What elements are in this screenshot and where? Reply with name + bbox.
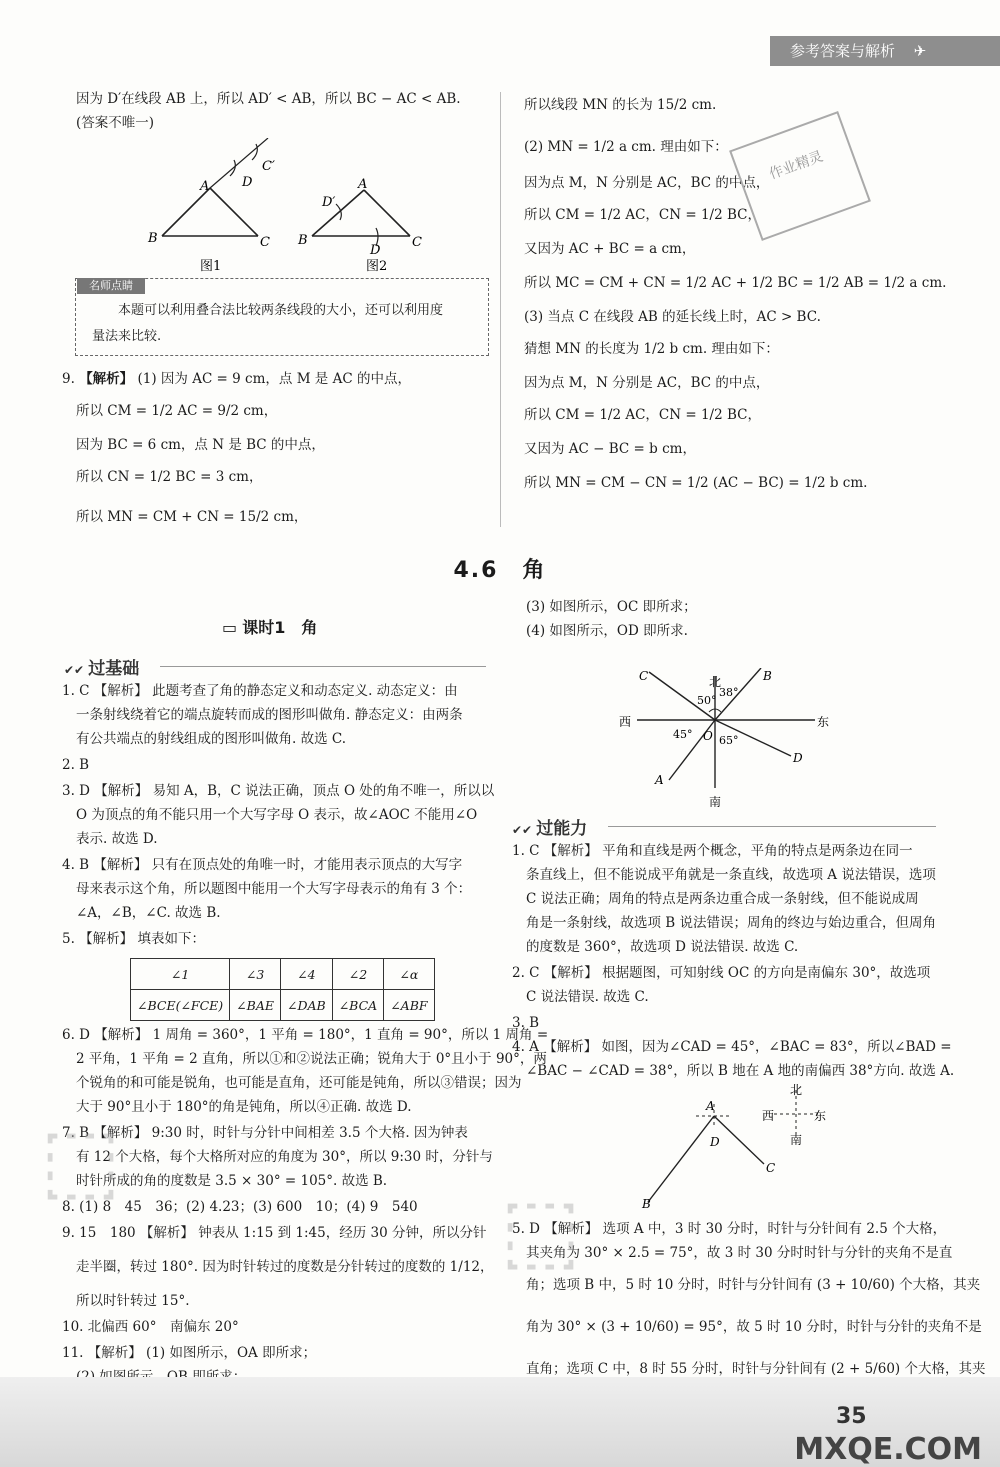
band-ability [512,814,587,839]
label-c: C [639,669,649,683]
label-o: O [703,729,713,743]
label-south: 南 [790,1133,803,1147]
band-ability-label: 过能力 [536,819,588,839]
label-south: 南 [709,795,722,809]
header-bar [770,36,1000,66]
triangle-figures [130,138,440,278]
tip-text: 量法来比较. [92,329,162,344]
text-line: 所以 CM = 1/2 AC = 9/2 cm， [76,403,278,419]
arc-mark [252,144,257,160]
text-line: C 说法正确；周角的特点是两条边重合成一条射线，但不能说成周 [526,891,919,907]
label-east: 东 [817,715,830,729]
text-line: 又因为 AC − BC = b cm， [524,441,696,457]
lesson-title [222,615,317,638]
table-row [131,959,435,990]
text-line: 表示. 故选 D. [76,831,158,847]
text-line: 母来表示这个角，所以题图中能用一个大写字母表示的角有 3 个： [76,881,472,897]
text-line: 猜想 MN 的长度为 1/2 b cm. 理由如下： [524,341,779,357]
text-line: 所以 MN = CM − CN = 1/2 (AC − BC) = 1/2 b cm. [524,475,868,491]
segment-ac [714,1116,764,1164]
label-c: C [412,235,422,250]
q-number: 9. [62,371,75,387]
site-watermark: MXQE.COM [794,1432,982,1467]
table-cell: ∠BCE(∠FCE) [131,990,230,1021]
segment-ab [648,1116,714,1202]
table-header-cell: ∠2 [332,959,383,990]
text-line: 3. B [512,1015,540,1031]
band-divider [608,826,936,827]
table-cell: ∠DAB [280,990,332,1021]
label-d: D [242,175,253,190]
label-north: 北 [790,1083,803,1097]
table-cell: ∠ABF [384,990,434,1021]
text-line: 4. B 【解析】 只有在顶点处的角唯一时，才能用表示顶点的大写字 [62,857,463,873]
text-line: 2. B [62,757,90,773]
text-line: ∠BAC − ∠CAD = 38°，所以 B 地在 A 地的南偏西 38°方向. 故选 A. [526,1063,955,1079]
label-d: D [710,1135,720,1149]
text-line: 直角；选项 C 中，8 时 55 分时，时针与分针间有 (2 + 5/60) 个大格，其夹 [526,1361,986,1377]
text-line: O 为顶点的角不能只用一个大写字母 O 表示，故∠AOC 不能用∠O [76,807,478,823]
table-cell: ∠BAE [230,990,281,1021]
text-line: (4) 如图所示，OD 即所求. [526,623,688,639]
text-line: 个锐角的和可能是锐角，也可能是直角，还可能是钝角，所以③错误；因为 [76,1075,522,1091]
text-line: 5. D 【解析】 选项 A 中，3 时 30 分时，时针与分针间有 2.5 个大格， [512,1221,947,1237]
analysis-tag: 【解析】 [79,371,134,387]
text-line: (答案不唯一) [76,115,155,131]
label-west: 西 [762,1109,775,1123]
text-line: 又因为 AC + BC = a cm， [524,241,696,257]
text-line: 2 平角，1 平角 = 2 直角，所以①和②说法正确；锐角大于 0°且小于 90°，两 [76,1051,547,1067]
text-line: 3. D 【解析】 易知 A，B，C 说法正确，顶点 O 处的角不唯一，所以以 [62,783,495,799]
check-icon: ✔✔ [512,823,537,837]
text-line: 因为点 M，N 分别是 AC，BC 的中点， [524,375,770,391]
text-line: ∠A，∠B，∠C. 故选 B. [76,905,221,921]
text-line: 其夹角为 30° × 2.5 = 75°，故 3 时 30 分时时针与分针的夹角不是直 [526,1245,953,1261]
text-line: 1. C 【解析】 此题考查了角的静态定义和动态定义. 动态定义：由 [62,683,458,699]
angle-38: 38° [719,686,739,699]
text-line: 因为 D′在线段 AB 上，所以 AD′ < AB，所以 BC − AC < AB. [76,91,461,107]
segment-ba [162,188,210,236]
text-line: 所以 MN = CM + CN = 15/2 cm， [76,509,308,525]
lesson-title-text: 课时1 角 [242,618,318,637]
tip-text: 本题可以利用叠合法比较两条线段的大小，还可以利用度 [118,303,444,318]
text-line: 有 12 个大格，每个大格所对应的角度为 30°，所以 9:30 时，分针与 [76,1149,493,1165]
label-north: 北 [709,675,722,689]
section-title: 4.6 角 [453,558,547,583]
text-line: 10. 北偏西 60° 南偏东 20° [62,1319,239,1335]
text-line: (3) 当点 C 在线段 AB 的延长线上时，AC > BC. [524,309,821,325]
text-line: 所以 CN = 1/2 BC = 3 cm， [76,469,263,485]
extension-line [210,138,268,188]
watermark-art: ⬚ [40,1110,122,1210]
check-icon: ✔✔ [64,663,89,677]
tip-tag: 名师点睛 [77,278,145,294]
header-title: 参考答案与解析 [790,42,896,60]
watermark-art: ⬚ [500,1180,582,1280]
q-text: (1) 因为 AC = 9 cm，点 M 是 AC 的中点， [137,371,411,387]
label-a: A [706,1099,715,1113]
text-line: 角为 30° × (3 + 10/60) = 95°，故 5 时 10 分时，时针与分针的夹角不是 [526,1319,982,1335]
text-line: 所以 CM = 1/2 AC，CN = 1/2 BC， [524,407,761,423]
text-line: 因为点 M，N 分别是 AC，BC 的中点， [524,175,770,191]
text-line: 大于 90°且小于 180°的角是钝角，所以④正确. 故选 D. [76,1099,412,1115]
label-b: B [298,233,308,248]
text-line: 所以时针转过 15°. [76,1293,190,1309]
band-basic [64,654,139,679]
text-line: 9. 15 180 【解析】 钟表从 1:15 到 1:45，经历 30 分钟，所以分针 [62,1225,487,1241]
text-line: 5. 【解析】 填表如下： [62,931,205,947]
text-line: 2. C 【解析】 根据题图，可知射线 OC 的方向是南偏东 30°，故选项 [512,965,931,981]
text-line: 走半圈，转过 180°. 因为时针转过的度数是分针转过的度数的 1/12， [76,1259,494,1275]
text-line: 所以线段 MN 的长为 15/2 cm. [524,97,717,113]
label-a: A [655,773,664,787]
text-line: 所以 CM = 1/2 AC，CN = 1/2 BC， [524,207,761,223]
text-line: (3) 如图所示，OC 即所求； [526,599,697,615]
text-line: 条直线上，但不能说成平角就是一条直线，故选项 A 说法错误，选项 [526,867,936,883]
text-line: 时针所成的角的度数是 3.5 × 30° = 105°. 故选 B. [76,1173,388,1189]
text-line: 11. 【解析】 (1) 如图所示，OA 即所求； [62,1345,317,1361]
text-line: 角是一条射线，故选项 B 说法错误；周角的终边与始边重合，但周角 [526,915,937,931]
text-line: 有公共端点的射线组成的图形叫做角. 故选 C. [76,731,347,747]
segment-ba [312,190,364,236]
text-line: 1. C 【解析】 平角和直线是两个概念，平角的特点是两条边在同一 [512,843,913,859]
angle-45: 45° [673,728,693,741]
label-east: 东 [814,1109,827,1123]
text-line: 因为 BC = 6 cm，点 N 是 BC 的中点， [76,437,325,453]
angle-50: 50° [697,694,717,707]
label-c-prime: C′ [262,159,275,174]
direction-figure [640,1082,840,1212]
text-line: 6. D 【解析】 1 周角 = 360°，1 平角 = 180°，1 直角 = 90°，所以 1 周角 = [62,1027,549,1043]
label-d-prime: D′ [322,195,336,210]
book-icon: ▭ [222,618,243,637]
table-header-cell: ∠α [384,959,434,990]
rocket-icon: ✈ [913,42,927,60]
label-b: B [763,669,772,683]
label-d: D [370,243,381,258]
page-number: 35 [836,1404,867,1429]
text-line: 4. A 【解析】 如图，因为∠CAD = 45°，∠BAC = 83°，所以∠BAD = [512,1039,952,1055]
angle-65: 65° [719,734,739,747]
table-cell: ∠BCA [332,990,383,1021]
segment-ac [364,190,410,236]
label-a: A [358,177,368,192]
label-west: 西 [619,715,632,729]
label-a: A [200,179,210,194]
label-b: B [148,231,158,246]
text-line: 角；选项 B 中，5 时 10 分时，时针与分针间有 (3 + 10/60) 个大格，其夹 [526,1277,981,1293]
answer-table [130,958,435,1021]
table-header-cell: ∠4 [280,959,332,990]
table-header-cell: ∠3 [230,959,281,990]
label-d: D [793,751,803,765]
stamp-text: 作业精灵 [767,148,826,183]
band-basic-label: 过基础 [88,659,140,679]
text-line: 7. B 【解析】 9:30 时，时针与分针中间相差 3.5 个大格. 因为钟表 [62,1125,468,1141]
compass-figure [615,668,840,810]
text-line: 一条射线绕着它的端点旋转而成的图形叫做角. 静态定义：由两条 [76,707,463,723]
fig1-caption: 图1 [200,259,222,274]
text-line: 8. (1) 8 45 36；(2) 4.23；(3) 600 10；(4) 9 540 [62,1199,418,1215]
text-line: 的度数是 360°，故选项 D 说法错误. 故选 C. [526,939,799,955]
table-header-cell: ∠1 [131,959,230,990]
segment-ac [210,188,258,236]
column-divider [500,92,501,527]
text-line: C 说法错误. 故选 C. [526,989,649,1005]
label-b: B [642,1197,651,1211]
label-c: C [766,1161,776,1175]
question-9 [62,370,411,388]
band-divider [160,666,486,667]
label-c: C [260,235,270,250]
fig2-caption: 图2 [366,259,388,274]
text-line: (2) MN = 1/2 a cm. 理由如下： [524,139,728,155]
table-row [131,990,435,1021]
text-line: 所以 MC = CM + CN = 1/2 AC + 1/2 BC = 1/2 AB = 1/2 a cm. [524,275,947,291]
